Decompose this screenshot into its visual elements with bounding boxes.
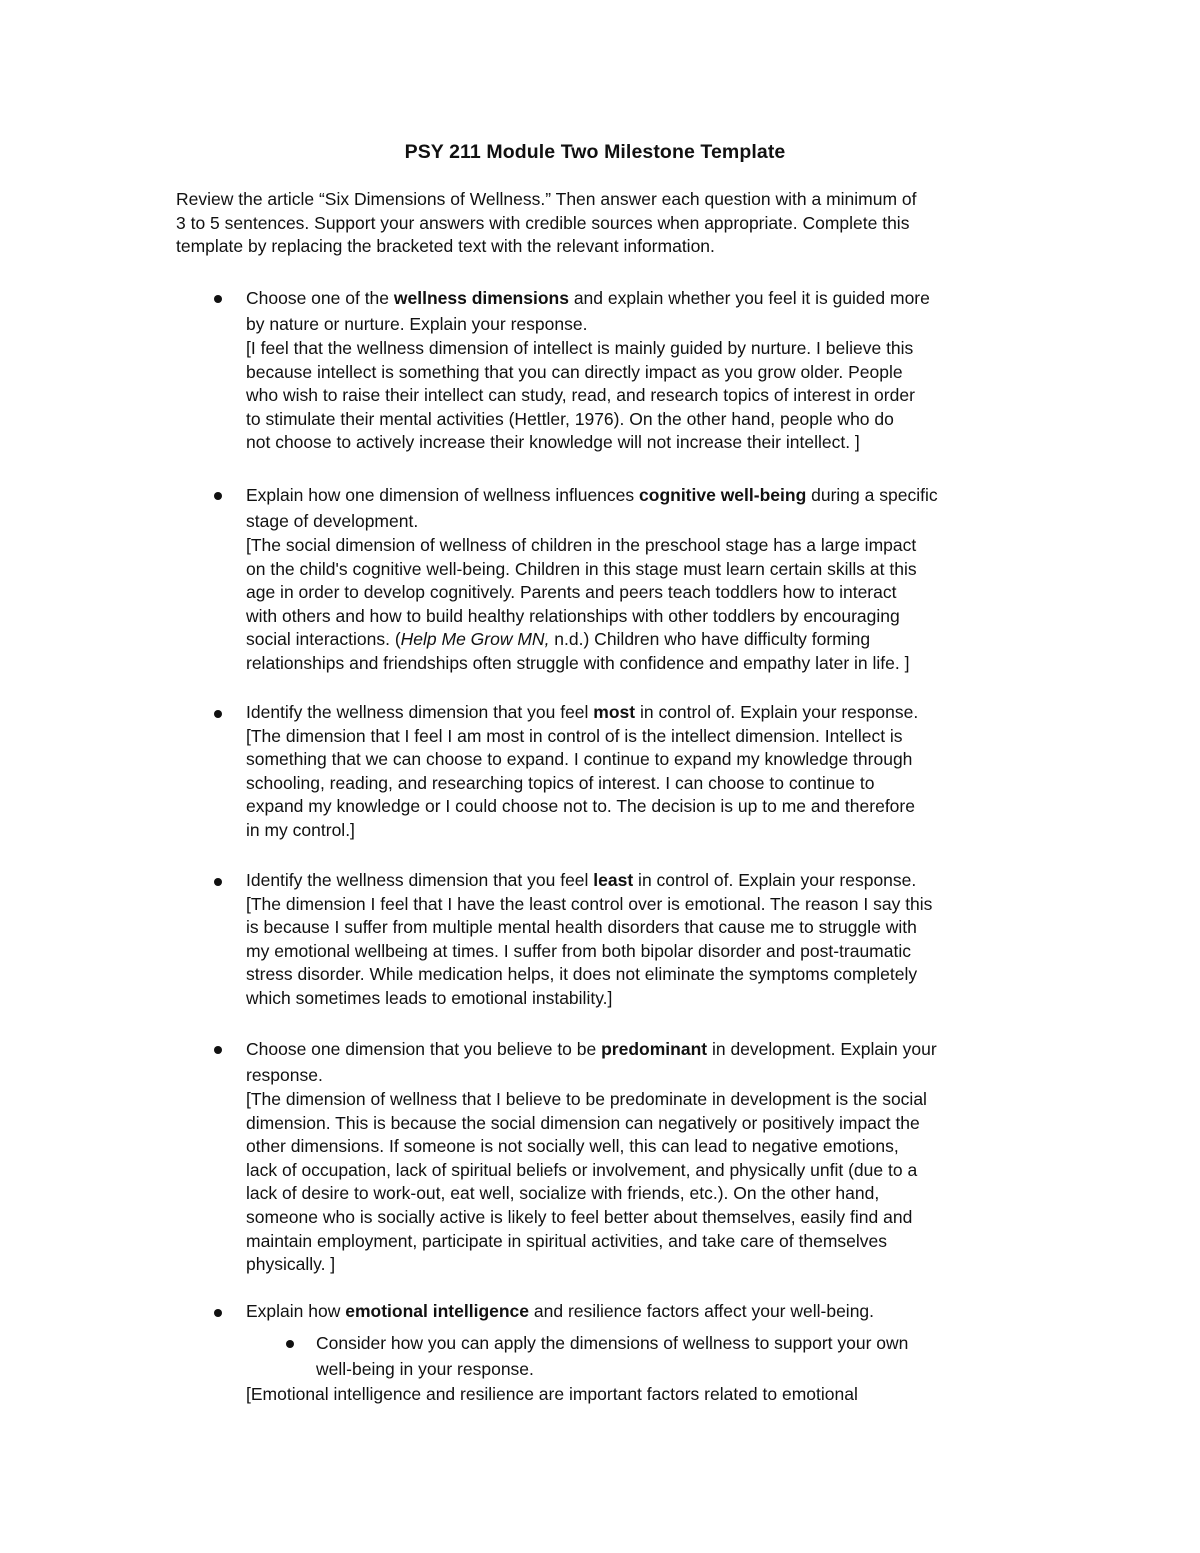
intro-line: 3 to 5 sentences. Support your answers with credible sources when appropriate. Complete this: [176, 212, 910, 233]
question-item-text: [246, 285, 1046, 455]
answer-line: with others and how to build healthy relationships with other toddlers by encouraging: [246, 605, 900, 626]
question-keyword: least: [593, 870, 634, 890]
question-line: Choose one of the wellness dimensions and explain whether you feel it is guided more: [246, 288, 930, 308]
question-line: Identify the wellness dimension that you feel least in control of. Explain your response.: [246, 870, 917, 890]
answer-line: [I feel that the wellness dimension of intellect is mainly guided by nurture. I believe this: [246, 338, 914, 358]
answer-line: [The social dimension of wellness of children in the preschool stage has a large impact: [246, 535, 917, 555]
question-keyword: wellness dimensions: [393, 288, 569, 308]
question-keyword: emotional intelligence: [345, 1301, 530, 1321]
intro-line: template by replacing the bracketed text with the relevant information.: [176, 236, 715, 257]
answer-block: [246, 1383, 1046, 1407]
bullet-icon: [214, 492, 222, 500]
answer-line: is because I suffer from multiple mental health disorders that cause me to struggle with: [246, 917, 917, 938]
question-item-text: [246, 482, 1046, 676]
bullet-icon: [286, 1340, 294, 1348]
question-line: Choose one dimension that you believe to be predominant in development. Explain your: [246, 1039, 937, 1059]
bullet-icon: [214, 295, 222, 303]
answer-line: who wish to raise their intellect can study, read, and research topics of interest in order: [246, 385, 915, 406]
answer-line: my emotional wellbeing at times. I suffer from both bipolar disorder and post-traumatic: [246, 940, 911, 961]
answer-line: lack of occupation, lack of spiritual beliefs or involvement, and physically unfit (due to a: [246, 1159, 918, 1180]
answer-line: [The dimension of wellness that I believe to be predominate in development is the social: [246, 1089, 927, 1109]
answer-line: schooling, reading, and researching topics of interest. I can choose to continue to: [246, 772, 875, 793]
answer-line: social interactions. (Help Me Grow MN, n.d.) Children who have difficulty forming: [246, 629, 871, 650]
answer-line: lack of desire to work-out, eat well, socialize with friends, etc.). On the other hand,: [246, 1183, 880, 1204]
answer-line: age in order to develop cognitively. Parents and peers teach toddlers how to interact: [246, 582, 897, 603]
question-item-text: [246, 701, 1046, 843]
intro-paragraph: [176, 188, 1036, 259]
question-keyword: predominant: [601, 1039, 708, 1059]
answer-line: [The dimension that I feel I am most in control of is the intellect dimension. Intellect is: [246, 725, 903, 746]
answer-line: something that we can choose to expand. I continue to expand my knowledge through: [246, 749, 913, 770]
question-line: Explain how one dimension of wellness influences cognitive well-being during a specific: [246, 485, 938, 505]
bullet-icon: [214, 1309, 222, 1317]
question-item-text: [246, 1036, 1046, 1277]
sub-question-line: Consider how you can apply the dimensions of wellness to support your own: [316, 1333, 909, 1353]
answer-line: [Emotional intelligence and resilience are important factors related to emotional: [246, 1384, 858, 1404]
question-item-text: [246, 869, 1046, 1011]
sub-bullet-text: [316, 1330, 1016, 1382]
answer-line: expand my knowledge or I could choose not to. The decision is up to me and therefore: [246, 796, 915, 817]
answer-line: to stimulate their mental activities (Hettler, 1976). On the other hand, people who do: [246, 408, 894, 429]
answer-line: because intellect is something that you can directly impact as you grow older. People: [246, 361, 903, 382]
answer-line: which sometimes leads to emotional instability.]: [246, 987, 613, 1008]
question-line: Explain how emotional intelligence and resilience factors affect your well-being.: [246, 1301, 875, 1321]
question-line: Identify the wellness dimension that you feel most in control of. Explain your response.: [246, 702, 919, 722]
answer-line: someone who is socially active is likely to feel better about themselves, easily find and: [246, 1206, 913, 1227]
question-item-text: [246, 1300, 1046, 1324]
answer-line: in my control.]: [246, 819, 355, 840]
question-keyword: cognitive well-being: [639, 485, 807, 505]
answer-line: maintain employment, participate in spiritual activities, and take care of themselves: [246, 1230, 887, 1251]
answer-line: other dimensions. If someone is not socially well, this can lead to negative emotions,: [246, 1136, 899, 1157]
question-keyword: most: [593, 702, 636, 722]
bullet-icon: [214, 878, 222, 886]
answer-line: not choose to actively increase their knowledge will not increase their intellect. ]: [246, 432, 860, 453]
question-line: stage of development.: [246, 511, 419, 531]
answer-line: relationships and friendships often struggle with confidence and empathy later in life. ]: [246, 652, 910, 673]
answer-line: on the child's cognitive well-being. Children in this stage must learn certain skills at this: [246, 558, 917, 579]
answer-line: dimension. This is because the social dimension can negatively or positively impact the: [246, 1112, 920, 1133]
bullet-icon: [214, 710, 222, 718]
answer-line: [The dimension I feel that I have the least control over is emotional. The reason I say this: [246, 893, 933, 914]
intro-line: Review the article “Six Dimensions of Wellness.” Then answer each question with a minimum of: [176, 189, 917, 209]
citation-italic: Help Me Grow MN,: [400, 629, 550, 650]
sub-question-line: well-being in your response.: [316, 1359, 534, 1379]
question-line: by nature or nurture. Explain your response.: [246, 314, 588, 334]
answer-line: physically. ]: [246, 1254, 336, 1275]
answer-line: stress disorder. While medication helps, it does not eliminate the symptoms completely: [246, 964, 918, 985]
document-title: PSY 211 Module Two Milestone Template: [404, 141, 786, 163]
question-line: response.: [246, 1065, 323, 1085]
bullet-icon: [214, 1046, 222, 1054]
